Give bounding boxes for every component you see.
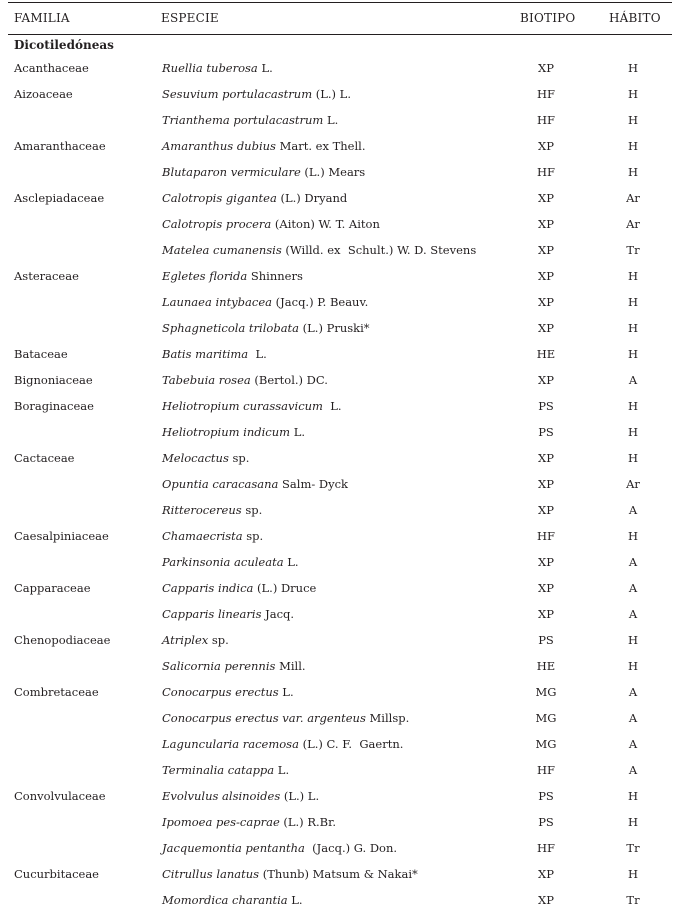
- biotipo-value: HF: [537, 165, 556, 179]
- biotipo-value: XP: [538, 373, 554, 387]
- species-scientific-name: Opuntia caracasana: [162, 477, 279, 491]
- table-row: [0, 654, 673, 680]
- species-scientific-name: Ritterocereus: [162, 503, 242, 517]
- cell-especie: [162, 529, 263, 543]
- cell-especie: [162, 113, 338, 127]
- cell-especie: [162, 347, 267, 361]
- table-row: [0, 394, 673, 420]
- species-author: (Bertol.) DC.: [250, 373, 328, 387]
- species-scientific-name: Atriplex: [162, 633, 209, 647]
- table-row: [0, 784, 673, 810]
- cell-especie: [162, 321, 370, 335]
- table-header: [8, 2, 672, 35]
- species-scientific-name: Evolvulus alsinoides: [162, 789, 281, 803]
- cell-familia: Cucurbitaceae: [14, 867, 99, 881]
- species-scientific-name: Melocactus: [162, 451, 229, 465]
- cell-especie: [162, 867, 418, 881]
- cell-familia: Aizoaceae: [14, 87, 73, 101]
- cell-especie: [162, 87, 351, 101]
- biotipo-value: PS: [538, 815, 554, 829]
- header-habito: HÁBITO: [609, 11, 661, 25]
- cell-familia: Asteraceae: [14, 269, 79, 283]
- species-author: (Jacq.) P. Beauv.: [272, 295, 369, 309]
- cell-especie: [162, 737, 403, 751]
- species-scientific-name: Batis maritima: [162, 347, 249, 361]
- cell-especie: [162, 555, 299, 569]
- header-especie: ESPECIE: [161, 11, 219, 25]
- habito-value: H: [627, 269, 639, 283]
- habito-value: A: [628, 711, 638, 725]
- header-familia: FAMILIA: [14, 11, 70, 25]
- table-row: [0, 108, 673, 134]
- species-author: (L.) Mears: [300, 165, 366, 179]
- species-scientific-name: Sesuvium portulacastrum: [162, 87, 313, 101]
- species-author: (Jacq.) G. Don.: [304, 841, 398, 855]
- biotipo-value: XP: [538, 867, 554, 881]
- biotipo-value: XP: [538, 139, 554, 153]
- habito-value: H: [627, 61, 639, 75]
- species-author: L.: [283, 555, 299, 569]
- table-row: [0, 550, 673, 576]
- habito-value: Tr: [626, 841, 640, 855]
- habito-value: Ar: [626, 477, 640, 491]
- habito-value: H: [627, 113, 639, 127]
- habito-value: H: [627, 295, 639, 309]
- table-row: [0, 186, 673, 212]
- cell-familia: Convolvulaceae: [14, 789, 106, 803]
- species-scientific-name: Parkinsonia aculeata: [162, 555, 284, 569]
- species-scientific-name: Capparis linearis: [162, 607, 262, 621]
- header-biotipo: BIOTIPO: [520, 11, 576, 25]
- species-author: sp.: [241, 503, 263, 517]
- species-author: sp.: [242, 529, 264, 543]
- habito-value: H: [627, 425, 639, 439]
- table-row: [0, 576, 673, 602]
- habito-value: H: [627, 867, 639, 881]
- cell-especie: [162, 685, 294, 699]
- biotipo-value: HF: [537, 763, 556, 777]
- habito-value: H: [627, 399, 639, 413]
- cell-especie: [162, 789, 319, 803]
- species-author: Salm- Dyck: [278, 477, 349, 491]
- habito-value: H: [627, 659, 639, 673]
- species-author: sp.: [228, 451, 250, 465]
- species-author: (L.) R.Br.: [279, 815, 336, 829]
- species-scientific-name: Launaea intybacea: [162, 295, 273, 309]
- section-heading: Dicotiledóneas: [14, 38, 114, 52]
- biotipo-value: HF: [537, 841, 556, 855]
- species-scientific-name: Conocarpus erectus: [162, 685, 279, 699]
- species-scientific-name: Ruellia tuberosa: [162, 61, 258, 75]
- biotipo-value: XP: [538, 893, 554, 907]
- biotipo-value: MG: [535, 711, 557, 725]
- species-author: L.: [257, 61, 273, 75]
- biotipo-value: PS: [538, 399, 554, 413]
- cell-familia: Acanthaceae: [14, 61, 89, 75]
- biotipo-value: MG: [535, 685, 557, 699]
- species-author: Millsp.: [365, 711, 410, 725]
- species-scientific-name: Calotropis gigantea: [162, 191, 277, 205]
- cell-especie: [162, 711, 409, 725]
- cell-familia: Bataceae: [14, 347, 68, 361]
- biotipo-value: MG: [535, 737, 557, 751]
- cell-especie: [162, 269, 303, 283]
- biotipo-value: XP: [538, 581, 554, 595]
- species-author: sp.: [208, 633, 229, 647]
- table-row: [0, 342, 673, 368]
- species-scientific-name: Blutaparon vermiculare: [162, 165, 301, 179]
- biotipo-value: PS: [538, 425, 554, 439]
- species-scientific-name: Amaranthus dubius: [162, 139, 276, 153]
- table-row: [0, 420, 673, 446]
- species-author: L.: [248, 347, 267, 361]
- species-scientific-name: Ipomoea pes-caprae: [162, 815, 280, 829]
- habito-value: H: [627, 529, 639, 543]
- table-row: [0, 732, 673, 758]
- biotipo-value: HF: [537, 529, 556, 543]
- habito-value: Tr: [626, 893, 640, 907]
- habito-value: H: [627, 815, 639, 829]
- biotipo-value: XP: [538, 295, 554, 309]
- table-row: [0, 238, 673, 264]
- species-scientific-name: Heliotropium indicum: [162, 425, 291, 439]
- cell-familia: Boraginaceae: [14, 399, 94, 413]
- species-scientific-name: Conocarpus erectus var. argenteus: [162, 711, 366, 725]
- table-row: [0, 680, 673, 706]
- habito-value: A: [628, 555, 638, 569]
- cell-familia: Asclepiadaceae: [14, 191, 105, 205]
- species-author: L.: [274, 763, 290, 777]
- cell-especie: [162, 815, 336, 829]
- cell-especie: [162, 633, 229, 647]
- cell-especie: [162, 581, 316, 595]
- table-row: [0, 602, 673, 628]
- table-row: [0, 56, 673, 82]
- biotipo-value: XP: [538, 607, 554, 621]
- table-row: [0, 472, 673, 498]
- habito-value: A: [628, 685, 638, 699]
- cell-familia: Bignoniaceae: [14, 373, 93, 387]
- habito-value: A: [628, 581, 638, 595]
- table-row: [0, 706, 673, 732]
- biotipo-value: XP: [538, 503, 554, 517]
- species-author: (L.) C. F. Gaertn.: [298, 737, 404, 751]
- species-author: L.: [323, 113, 339, 127]
- habito-value: A: [628, 763, 638, 777]
- habito-value: A: [628, 503, 638, 517]
- biotipo-value: HF: [537, 113, 556, 127]
- species-author: (L.) Pruski*: [299, 321, 370, 335]
- species-author: (L.) L.: [280, 789, 320, 803]
- habito-value: Ar: [626, 191, 640, 205]
- biotipo-value: XP: [538, 191, 554, 205]
- species-author: L.: [278, 685, 294, 699]
- species-scientific-name: Matelea cumanensis: [162, 243, 282, 257]
- biotipo-value: HF: [537, 87, 556, 101]
- table-row: [0, 888, 673, 914]
- cell-especie: [162, 139, 366, 153]
- cell-especie: [162, 477, 348, 491]
- habito-value: Ar: [626, 217, 640, 231]
- cell-especie: [162, 425, 305, 439]
- species-scientific-name: Trianthema portulacastrum: [162, 113, 324, 127]
- table-row: [0, 290, 673, 316]
- cell-especie: [162, 763, 289, 777]
- biotipo-value: XP: [538, 555, 554, 569]
- habito-value: Tr: [626, 243, 640, 257]
- cell-especie: [162, 893, 303, 907]
- species-scientific-name: Jacquemontia pentantha: [162, 841, 305, 855]
- table-row: [0, 160, 673, 186]
- habito-value: A: [628, 737, 638, 751]
- cell-especie: [162, 607, 294, 621]
- biotipo-value: HE: [536, 659, 556, 673]
- habito-value: H: [627, 321, 639, 335]
- cell-especie: [162, 61, 273, 75]
- cell-familia: Cactaceae: [14, 451, 75, 465]
- cell-especie: [162, 295, 368, 309]
- species-author: (Willd. ex Schult.) W. D. Stevens: [281, 243, 477, 257]
- table-row: [0, 368, 673, 394]
- species-scientific-name: Citrullus lanatus: [162, 867, 260, 881]
- table-row: [0, 628, 673, 654]
- table-row: [0, 810, 673, 836]
- table-row: [0, 836, 673, 862]
- table-row: [0, 862, 673, 888]
- biotipo-value: XP: [538, 321, 554, 335]
- species-author: (L.) Dryand: [276, 191, 348, 205]
- cell-especie: [162, 451, 249, 465]
- table-row: [0, 758, 673, 784]
- species-scientific-name: Chamaecrista: [162, 529, 243, 543]
- biotipo-value: PS: [538, 789, 554, 803]
- species-author: (L.) Druce: [253, 581, 317, 595]
- cell-familia: Combretaceae: [14, 685, 99, 699]
- biotipo-value: XP: [538, 477, 554, 491]
- species-author: (Thunb) Matsum & Nakai*: [259, 867, 418, 881]
- species-scientific-name: Egletes florida: [162, 269, 248, 283]
- table-row: [0, 212, 673, 238]
- cell-especie: [162, 191, 347, 205]
- cell-especie: [162, 373, 328, 387]
- cell-familia: Capparaceae: [14, 581, 91, 595]
- table-body: [0, 56, 673, 914]
- cell-especie: [162, 165, 365, 179]
- table-row: [0, 134, 673, 160]
- cell-especie: [162, 217, 380, 231]
- cell-especie: [162, 659, 306, 673]
- species-scientific-name: Momordica charantia: [162, 893, 288, 907]
- biotipo-value: XP: [538, 451, 554, 465]
- habito-value: H: [627, 789, 639, 803]
- habito-value: H: [627, 87, 639, 101]
- species-author: (Aiton) W. T. Aiton: [271, 217, 380, 231]
- biotipo-value: XP: [538, 61, 554, 75]
- species-author: L.: [322, 399, 342, 413]
- species-author: Jacq.: [261, 607, 295, 621]
- species-scientific-name: Heliotropium curassavicum: [162, 399, 323, 413]
- habito-value: H: [627, 451, 639, 465]
- cell-especie: [162, 399, 342, 413]
- species-scientific-name: Laguncularia racemosa: [162, 737, 299, 751]
- table-row: [0, 498, 673, 524]
- species-scientific-name: Sphagneticola trilobata: [162, 321, 300, 335]
- species-author: Mart. ex Thell.: [275, 139, 366, 153]
- table-row: [0, 82, 673, 108]
- cell-familia: Caesalpiniaceae: [14, 529, 109, 543]
- species-scientific-name: Salicornia perennis: [162, 659, 276, 673]
- biotipo-value: HE: [536, 347, 556, 361]
- habito-value: H: [627, 165, 639, 179]
- biotipo-value: XP: [538, 243, 554, 257]
- species-author: (L.) L.: [312, 87, 351, 101]
- cell-especie: [162, 503, 262, 517]
- table-row: [0, 446, 673, 472]
- biotipo-value: PS: [538, 633, 554, 647]
- species-scientific-name: Capparis indica: [162, 581, 254, 595]
- habito-value: A: [628, 373, 638, 387]
- cell-especie: [162, 243, 476, 257]
- species-author: L.: [287, 893, 303, 907]
- species-scientific-name: Calotropis procera: [162, 217, 272, 231]
- table-row: [0, 524, 673, 550]
- habito-value: H: [627, 347, 639, 361]
- cell-familia: Amaranthaceae: [14, 139, 106, 153]
- species-author: Shinners: [247, 269, 303, 283]
- habito-value: H: [627, 633, 639, 647]
- habito-value: H: [627, 139, 639, 153]
- table-row: [0, 264, 673, 290]
- species-author: Mill.: [275, 659, 306, 673]
- species-scientific-name: Terminalia catappa: [162, 763, 275, 777]
- biotipo-value: XP: [538, 269, 554, 283]
- biotipo-value: XP: [538, 217, 554, 231]
- cell-especie: [162, 841, 397, 855]
- species-scientific-name: Tabebuia rosea: [162, 373, 251, 387]
- table-row: [0, 316, 673, 342]
- habito-value: A: [628, 607, 638, 621]
- cell-familia: Chenopodiaceae: [14, 633, 111, 647]
- species-author: L.: [290, 425, 305, 439]
